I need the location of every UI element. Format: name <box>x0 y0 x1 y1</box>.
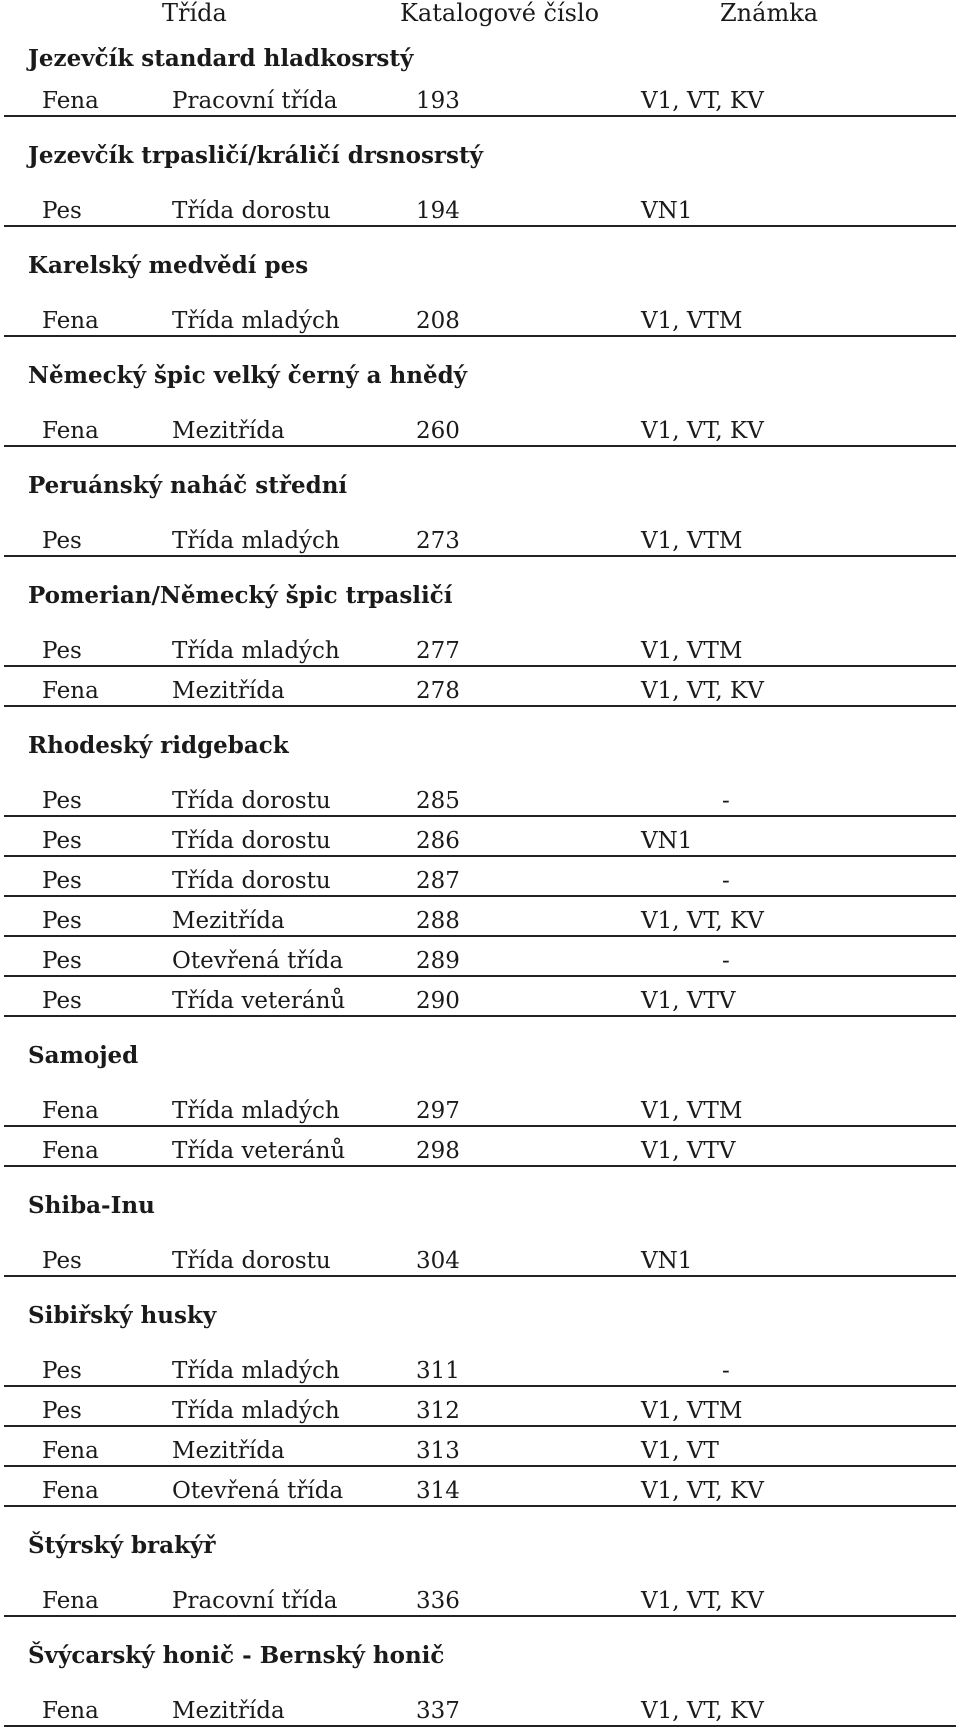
catalog-number-cell: 260 <box>416 418 460 444</box>
grade-cell: - <box>722 868 730 894</box>
catalog-number-cell: 297 <box>416 1098 460 1124</box>
grade-cell: VN1 <box>641 198 693 224</box>
table-row <box>4 1387 956 1427</box>
catalog-number-cell: 285 <box>416 788 460 814</box>
table-row <box>4 517 956 557</box>
sex-cell: Fena <box>42 88 99 114</box>
table-row <box>4 187 956 227</box>
sex-cell: Pes <box>42 828 82 854</box>
grade-cell: V1, VT, KV <box>641 1698 764 1724</box>
grade-cell: V1, VT, KV <box>641 418 764 444</box>
class-cell: Třída mladých <box>172 308 340 334</box>
breed-heading: Pomerian/Německý špic trpasličí <box>28 581 453 609</box>
sex-cell: Pes <box>42 1248 82 1274</box>
breed-heading: Samojed <box>28 1041 139 1069</box>
catalog-number-cell: 312 <box>416 1398 460 1424</box>
table-row <box>4 627 956 667</box>
grade-cell: V1, VT, KV <box>641 908 764 934</box>
table-row <box>4 777 956 817</box>
grade-cell: - <box>722 1358 730 1384</box>
grade-cell: - <box>722 948 730 974</box>
class-cell: Mezitřída <box>172 418 285 444</box>
sex-cell: Fena <box>42 1098 99 1124</box>
sex-cell: Pes <box>42 788 82 814</box>
sex-cell: Fena <box>42 1698 99 1724</box>
grade-cell: V1, VT, KV <box>641 678 764 704</box>
grade-cell: VN1 <box>641 1248 693 1274</box>
catalog-number-cell: 278 <box>416 678 460 704</box>
catalog-number-cell: 337 <box>416 1698 460 1724</box>
sex-cell: Pes <box>42 198 82 224</box>
grade-cell: V1, VTV <box>641 988 736 1014</box>
class-cell: Třída veteránů <box>172 1138 346 1164</box>
table-row <box>4 297 956 337</box>
catalog-number-cell: 287 <box>416 868 460 894</box>
sex-cell: Pes <box>42 988 82 1014</box>
breed-heading: Sibiřský husky <box>28 1301 217 1329</box>
table-header <box>0 0 960 30</box>
table-row <box>4 1427 956 1467</box>
grade-cell: V1, VTM <box>641 528 743 554</box>
breed-heading: Německý špic velký černý a hnědý <box>28 361 468 389</box>
class-cell: Třída mladých <box>172 528 340 554</box>
sex-cell: Pes <box>42 868 82 894</box>
breed-heading: Švýcarský honič - Bernský honič <box>28 1641 445 1669</box>
table-row <box>4 1577 956 1617</box>
catalog-number-cell: 290 <box>416 988 460 1014</box>
class-cell: Mezitřída <box>172 678 285 704</box>
class-cell: Třída veteránů <box>172 988 346 1014</box>
class-cell: Třída dorostu <box>172 1248 331 1274</box>
sex-cell: Fena <box>42 308 99 334</box>
table-row <box>4 1127 956 1167</box>
class-cell: Třída mladých <box>172 1358 340 1384</box>
table-row <box>4 1687 956 1727</box>
class-cell: Mezitřída <box>172 1698 285 1724</box>
sex-cell: Fena <box>42 678 99 704</box>
grade-cell: V1, VTM <box>641 1098 743 1124</box>
grade-cell: V1, VTV <box>641 1138 736 1164</box>
class-cell: Otevřená třída <box>172 948 344 974</box>
grade-cell: V1, VT <box>641 1438 719 1464</box>
header-catalog-number: Katalogové číslo <box>400 0 600 27</box>
breed-heading: Jezevčík trpasličí/králičí drsnosrstý <box>28 141 483 169</box>
breed-heading: Jezevčík standard hladkosrstý <box>28 45 414 72</box>
sex-cell: Pes <box>42 1358 82 1384</box>
class-cell: Třída dorostu <box>172 868 331 894</box>
breed-heading: Shiba-Inu <box>28 1191 155 1219</box>
grade-cell: V1, VT, KV <box>641 1478 764 1504</box>
sex-cell: Pes <box>42 528 82 554</box>
table-row <box>4 667 956 707</box>
class-cell: Třída mladých <box>172 1398 340 1424</box>
catalog-number-cell: 286 <box>416 828 460 854</box>
table-row <box>4 977 956 1017</box>
grade-cell: V1, VT, KV <box>641 1588 764 1614</box>
sex-cell: Fena <box>42 418 99 444</box>
class-cell: Pracovní třída <box>172 1588 338 1614</box>
breed-heading: Peruánský naháč střední <box>28 471 348 499</box>
table-row <box>4 1467 956 1507</box>
class-cell: Mezitřída <box>172 908 285 934</box>
sex-cell: Pes <box>42 1398 82 1424</box>
breed-heading: Rhodeský ridgeback <box>28 731 289 759</box>
grade-cell: V1, VT, KV <box>641 88 764 114</box>
catalog-number-cell: 311 <box>416 1358 460 1384</box>
sex-cell: Fena <box>42 1438 99 1464</box>
class-cell: Třída dorostu <box>172 198 331 224</box>
catalog-number-cell: 208 <box>416 308 460 334</box>
class-cell: Třída mladých <box>172 638 340 664</box>
table-row <box>4 77 956 117</box>
grade-cell: VN1 <box>641 828 693 854</box>
catalog-number-cell: 304 <box>416 1248 460 1274</box>
table-row <box>4 897 956 937</box>
grade-cell: V1, VTM <box>641 308 743 334</box>
sex-cell: Pes <box>42 948 82 974</box>
grade-cell: - <box>722 788 730 814</box>
sex-cell: Pes <box>42 908 82 934</box>
sex-cell: Pes <box>42 638 82 664</box>
catalog-number-cell: 193 <box>416 88 460 114</box>
sex-cell: Fena <box>42 1138 99 1164</box>
table-row <box>4 817 956 857</box>
catalog-number-cell: 194 <box>416 198 460 224</box>
catalog-number-cell: 273 <box>416 528 460 554</box>
class-cell: Třída dorostu <box>172 788 331 814</box>
grade-cell: V1, VTM <box>641 1398 743 1424</box>
table-row <box>4 1087 956 1127</box>
catalog-number-cell: 277 <box>416 638 460 664</box>
table-row <box>4 1347 956 1387</box>
catalog-number-cell: 313 <box>416 1438 460 1464</box>
sex-cell: Fena <box>42 1478 99 1504</box>
class-cell: Otevřená třída <box>172 1478 344 1504</box>
class-cell: Třída dorostu <box>172 828 331 854</box>
catalog-number-cell: 289 <box>416 948 460 974</box>
catalog-number-cell: 298 <box>416 1138 460 1164</box>
class-cell: Třída mladých <box>172 1098 340 1124</box>
header-class: Třída <box>162 0 227 27</box>
table-row <box>4 1237 956 1277</box>
table-row <box>4 407 956 447</box>
catalog-number-cell: 336 <box>416 1588 460 1614</box>
grade-cell: V1, VTM <box>641 638 743 664</box>
breed-heading: Štýrský brakýř <box>28 1531 216 1559</box>
catalog-number-cell: 314 <box>416 1478 460 1504</box>
header-grade: Známka <box>720 0 819 27</box>
class-cell: Pracovní třída <box>172 88 338 114</box>
breed-groups <box>0 30 960 1727</box>
breed-heading: Karelský medvědí pes <box>28 251 309 279</box>
catalog-number-cell: 288 <box>416 908 460 934</box>
table-row <box>4 857 956 897</box>
class-cell: Mezitřída <box>172 1438 285 1464</box>
table-row <box>4 937 956 977</box>
sex-cell: Fena <box>42 1588 99 1614</box>
